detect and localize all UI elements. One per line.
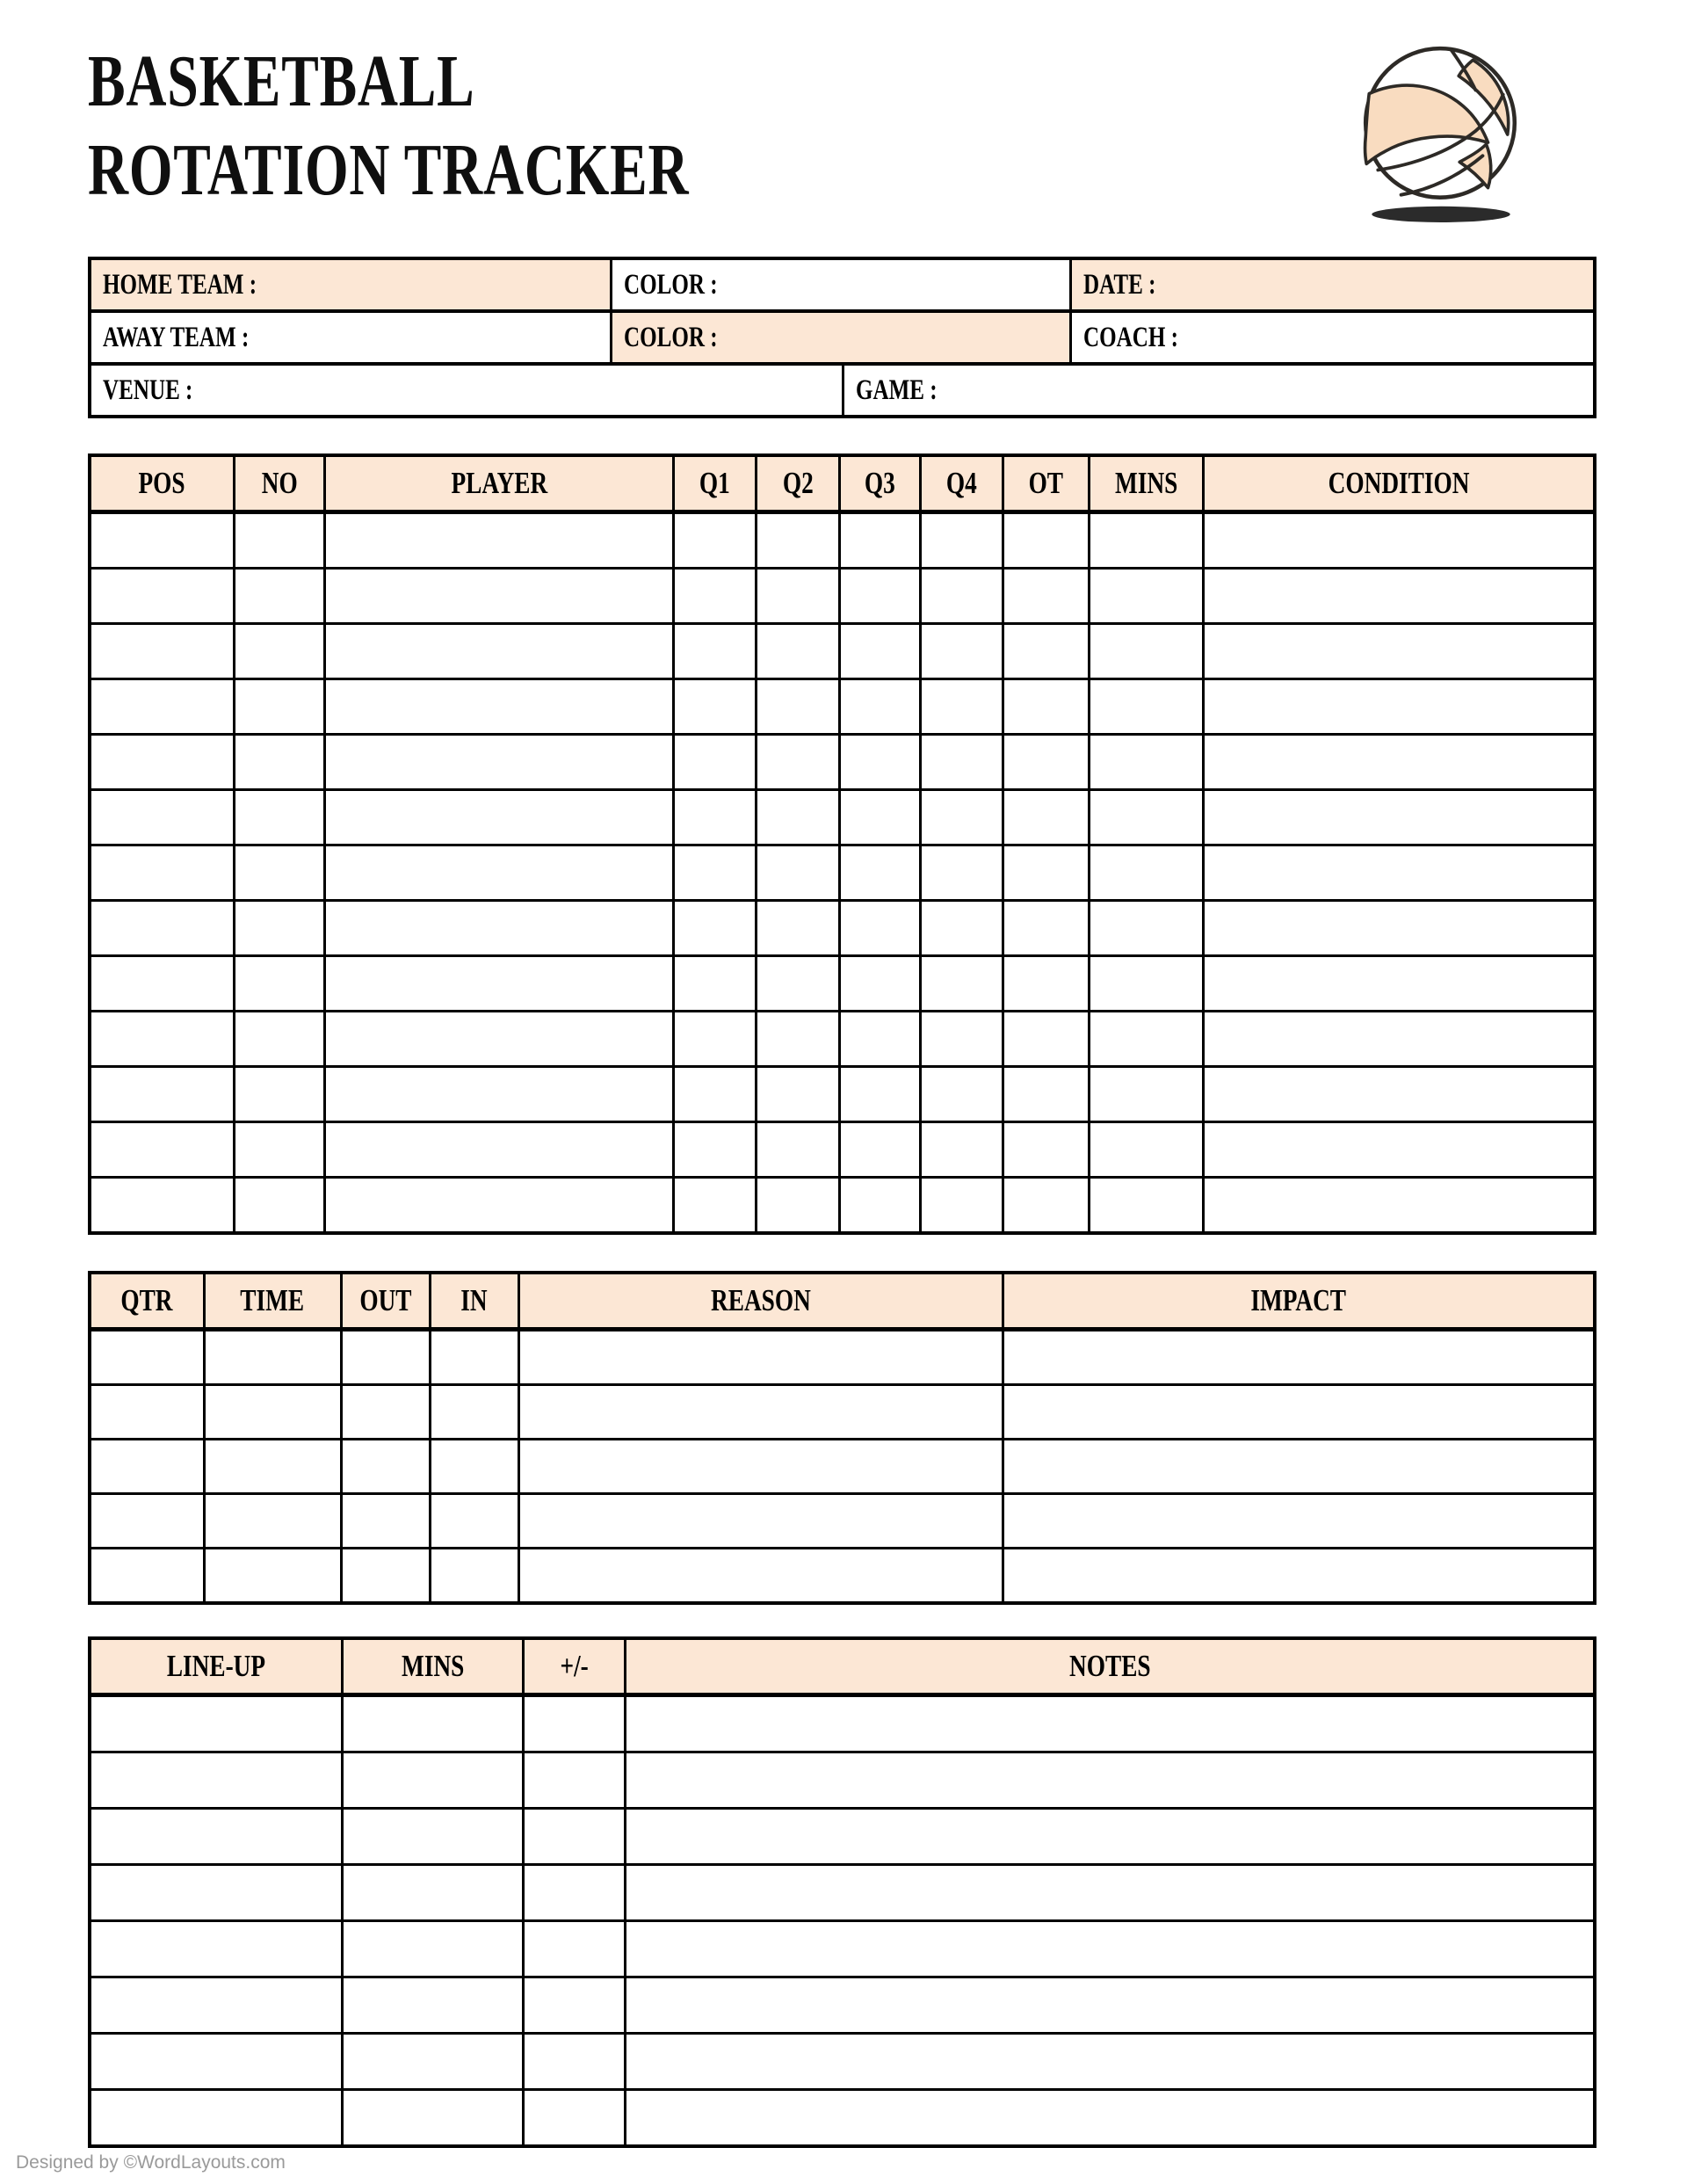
col-header-out: OUT bbox=[341, 1273, 430, 1330]
substitution-header-row bbox=[90, 1273, 1595, 1330]
game-label: GAME : bbox=[856, 374, 938, 406]
empty-cell bbox=[921, 679, 1003, 735]
empty-cell bbox=[757, 512, 839, 569]
empty-cell bbox=[626, 1695, 1595, 1752]
empty-row bbox=[90, 569, 1595, 624]
empty-cell bbox=[324, 735, 673, 790]
title-line-1 bbox=[88, 37, 879, 126]
empty-row bbox=[90, 679, 1595, 735]
info-row-2 bbox=[91, 313, 1593, 366]
empty-cell bbox=[1003, 1494, 1595, 1549]
empty-cell bbox=[1089, 956, 1203, 1012]
away-team-field bbox=[91, 313, 612, 362]
empty-cell bbox=[1204, 679, 1595, 735]
empty-cell bbox=[757, 735, 839, 790]
empty-cell bbox=[343, 2090, 524, 2147]
empty-cell bbox=[343, 1809, 524, 1865]
empty-cell bbox=[90, 569, 234, 624]
page-title bbox=[88, 37, 879, 214]
venue-label: VENUE : bbox=[103, 374, 193, 406]
empty-cell bbox=[90, 1549, 204, 1604]
empty-cell bbox=[234, 1122, 324, 1178]
empty-cell bbox=[523, 1977, 625, 2034]
empty-cell bbox=[90, 901, 234, 956]
empty-row bbox=[90, 1921, 1595, 1977]
empty-cell bbox=[1089, 901, 1203, 956]
empty-cell bbox=[839, 1067, 921, 1122]
empty-row bbox=[90, 1012, 1595, 1067]
col-header-player: PLAYER bbox=[324, 455, 673, 512]
empty-cell bbox=[921, 1122, 1003, 1178]
empty-cell bbox=[1089, 679, 1203, 735]
empty-cell bbox=[234, 790, 324, 845]
empty-row bbox=[90, 2034, 1595, 2090]
empty-cell bbox=[1003, 1549, 1595, 1604]
empty-cell bbox=[921, 790, 1003, 845]
empty-cell bbox=[757, 845, 839, 901]
empty-cell bbox=[839, 1178, 921, 1234]
empty-cell bbox=[341, 1549, 430, 1604]
empty-cell bbox=[674, 512, 757, 569]
empty-cell bbox=[674, 1122, 757, 1178]
empty-cell bbox=[839, 569, 921, 624]
empty-cell bbox=[757, 901, 839, 956]
empty-cell bbox=[1204, 569, 1595, 624]
empty-cell bbox=[518, 1549, 1003, 1604]
empty-cell bbox=[839, 790, 921, 845]
empty-cell bbox=[341, 1494, 430, 1549]
empty-cell bbox=[523, 1865, 625, 1921]
empty-cell bbox=[674, 901, 757, 956]
home-team-label: HOME TEAM : bbox=[103, 268, 257, 301]
empty-cell bbox=[90, 1122, 234, 1178]
empty-row bbox=[90, 1695, 1595, 1752]
empty-cell bbox=[839, 624, 921, 679]
empty-cell bbox=[90, 1012, 234, 1067]
empty-cell bbox=[1204, 1012, 1595, 1067]
empty-cell bbox=[674, 956, 757, 1012]
empty-cell bbox=[90, 1494, 204, 1549]
empty-row bbox=[90, 1977, 1595, 2034]
empty-cell bbox=[341, 1440, 430, 1494]
empty-row bbox=[90, 956, 1595, 1012]
col-header-lineup-mins: MINS bbox=[343, 1638, 524, 1695]
coach-label: COACH : bbox=[1082, 321, 1178, 353]
empty-cell bbox=[921, 956, 1003, 1012]
empty-cell bbox=[921, 624, 1003, 679]
empty-cell bbox=[518, 1440, 1003, 1494]
empty-row bbox=[90, 2090, 1595, 2147]
empty-cell bbox=[234, 735, 324, 790]
empty-cell bbox=[1089, 845, 1203, 901]
empty-cell bbox=[234, 569, 324, 624]
game-field bbox=[844, 366, 1593, 415]
empty-row bbox=[90, 1865, 1595, 1921]
empty-cell bbox=[234, 679, 324, 735]
empty-cell bbox=[90, 845, 234, 901]
empty-cell bbox=[757, 1067, 839, 1122]
away-color-label: COLOR : bbox=[624, 321, 718, 353]
empty-row bbox=[90, 512, 1595, 569]
empty-cell bbox=[518, 1494, 1003, 1549]
empty-cell bbox=[1204, 901, 1595, 956]
empty-cell bbox=[674, 845, 757, 901]
empty-cell bbox=[1089, 1122, 1203, 1178]
empty-cell bbox=[90, 512, 234, 569]
empty-cell bbox=[757, 624, 839, 679]
empty-cell bbox=[90, 1921, 343, 1977]
empty-cell bbox=[204, 1385, 341, 1440]
empty-cell bbox=[674, 1178, 757, 1234]
empty-cell bbox=[1003, 845, 1090, 901]
away-team-label: AWAY TEAM : bbox=[103, 321, 250, 353]
empty-cell bbox=[674, 735, 757, 790]
empty-cell bbox=[430, 1385, 518, 1440]
col-header-condition: CONDITION bbox=[1204, 455, 1595, 512]
empty-cell bbox=[1003, 1440, 1595, 1494]
empty-cell bbox=[343, 1977, 524, 2034]
empty-cell bbox=[1003, 735, 1090, 790]
empty-cell bbox=[523, 2034, 625, 2090]
empty-cell bbox=[1089, 1067, 1203, 1122]
empty-cell bbox=[234, 1178, 324, 1234]
empty-cell bbox=[1204, 845, 1595, 901]
coach-field bbox=[1072, 313, 1593, 362]
empty-cell bbox=[234, 1067, 324, 1122]
empty-row bbox=[90, 1178, 1595, 1234]
empty-cell bbox=[324, 901, 673, 956]
col-header-impact: IMPACT bbox=[1003, 1273, 1595, 1330]
empty-row bbox=[90, 1330, 1595, 1385]
empty-cell bbox=[1204, 735, 1595, 790]
empty-cell bbox=[324, 1067, 673, 1122]
empty-cell bbox=[343, 1921, 524, 1977]
empty-cell bbox=[90, 1330, 204, 1385]
empty-cell bbox=[921, 512, 1003, 569]
empty-row bbox=[90, 624, 1595, 679]
empty-cell bbox=[1204, 1067, 1595, 1122]
empty-cell bbox=[1204, 956, 1595, 1012]
empty-cell bbox=[1003, 956, 1090, 1012]
empty-cell bbox=[324, 956, 673, 1012]
lineup-table-header bbox=[90, 1638, 1595, 1695]
empty-cell bbox=[430, 1440, 518, 1494]
empty-cell bbox=[626, 1752, 1595, 1809]
empty-cell bbox=[921, 569, 1003, 624]
empty-cell bbox=[1003, 679, 1090, 735]
empty-cell bbox=[324, 1012, 673, 1067]
empty-cell bbox=[1003, 624, 1090, 679]
empty-cell bbox=[523, 1752, 625, 1809]
empty-cell bbox=[324, 1178, 673, 1234]
title-text-1: BASKETBALL bbox=[88, 40, 475, 122]
empty-cell bbox=[674, 569, 757, 624]
empty-cell bbox=[839, 1122, 921, 1178]
empty-cell bbox=[90, 1695, 343, 1752]
empty-cell bbox=[518, 1330, 1003, 1385]
empty-row bbox=[90, 1494, 1595, 1549]
empty-cell bbox=[90, 1865, 343, 1921]
empty-cell bbox=[674, 790, 757, 845]
empty-cell bbox=[523, 2090, 625, 2147]
empty-cell bbox=[1089, 512, 1203, 569]
empty-cell bbox=[90, 1752, 343, 1809]
empty-cell bbox=[1204, 1178, 1595, 1234]
empty-cell bbox=[430, 1494, 518, 1549]
empty-row bbox=[90, 1067, 1595, 1122]
empty-cell bbox=[626, 1921, 1595, 1977]
empty-cell bbox=[204, 1440, 341, 1494]
empty-row bbox=[90, 1122, 1595, 1178]
col-header-plusminus: +/- bbox=[523, 1638, 625, 1695]
empty-cell bbox=[430, 1549, 518, 1604]
empty-cell bbox=[518, 1385, 1003, 1440]
lineup-header-row bbox=[90, 1638, 1595, 1695]
empty-cell bbox=[1003, 1067, 1090, 1122]
empty-cell bbox=[1003, 569, 1090, 624]
empty-cell bbox=[324, 569, 673, 624]
empty-row bbox=[90, 1385, 1595, 1440]
empty-cell bbox=[626, 1809, 1595, 1865]
empty-cell bbox=[343, 1752, 524, 1809]
col-header-q2: Q2 bbox=[757, 455, 839, 512]
info-row-3 bbox=[91, 366, 1593, 415]
empty-cell bbox=[90, 1977, 343, 2034]
empty-cell bbox=[343, 2034, 524, 2090]
venue-field bbox=[91, 366, 844, 415]
rotation-table-header bbox=[90, 455, 1595, 512]
empty-cell bbox=[757, 790, 839, 845]
empty-cell bbox=[430, 1330, 518, 1385]
empty-cell bbox=[90, 1809, 343, 1865]
empty-cell bbox=[324, 1122, 673, 1178]
empty-cell bbox=[523, 1921, 625, 1977]
date-field bbox=[1072, 260, 1593, 309]
col-header-ot: OT bbox=[1003, 455, 1090, 512]
empty-cell bbox=[757, 569, 839, 624]
col-header-mins: MINS bbox=[1089, 455, 1203, 512]
col-header-no: NO bbox=[234, 455, 324, 512]
empty-cell bbox=[324, 790, 673, 845]
date-label: DATE : bbox=[1082, 268, 1156, 301]
empty-cell bbox=[626, 1977, 1595, 2034]
empty-cell bbox=[1003, 1012, 1090, 1067]
empty-cell bbox=[234, 956, 324, 1012]
empty-cell bbox=[1003, 1122, 1090, 1178]
col-header-q4: Q4 bbox=[921, 455, 1003, 512]
empty-cell bbox=[234, 845, 324, 901]
empty-cell bbox=[90, 735, 234, 790]
empty-cell bbox=[204, 1330, 341, 1385]
lineup-table-body bbox=[90, 1695, 1595, 2147]
empty-cell bbox=[90, 624, 234, 679]
empty-cell bbox=[757, 956, 839, 1012]
empty-cell bbox=[1204, 1122, 1595, 1178]
empty-cell bbox=[324, 624, 673, 679]
empty-row bbox=[90, 1752, 1595, 1809]
empty-cell bbox=[757, 679, 839, 735]
empty-cell bbox=[1089, 569, 1203, 624]
substitution-table bbox=[88, 1271, 1596, 1605]
empty-cell bbox=[341, 1385, 430, 1440]
empty-cell bbox=[523, 1809, 625, 1865]
empty-cell bbox=[1089, 735, 1203, 790]
empty-cell bbox=[921, 735, 1003, 790]
empty-cell bbox=[1003, 1330, 1595, 1385]
info-row-1 bbox=[91, 260, 1593, 313]
empty-cell bbox=[90, 2034, 343, 2090]
empty-cell bbox=[839, 1012, 921, 1067]
empty-cell bbox=[674, 624, 757, 679]
col-header-q1: Q1 bbox=[674, 455, 757, 512]
empty-cell bbox=[1089, 1178, 1203, 1234]
empty-cell bbox=[921, 1067, 1003, 1122]
col-header-reason: REASON bbox=[518, 1273, 1003, 1330]
empty-cell bbox=[1204, 512, 1595, 569]
empty-row bbox=[90, 735, 1595, 790]
empty-cell bbox=[1003, 1178, 1090, 1234]
empty-cell bbox=[839, 735, 921, 790]
empty-cell bbox=[757, 1122, 839, 1178]
empty-cell bbox=[839, 901, 921, 956]
empty-cell bbox=[839, 956, 921, 1012]
empty-row bbox=[90, 1549, 1595, 1604]
empty-cell bbox=[921, 1012, 1003, 1067]
empty-cell bbox=[234, 624, 324, 679]
empty-row bbox=[90, 1809, 1595, 1865]
empty-cell bbox=[1089, 624, 1203, 679]
col-header-lineup: LINE-UP bbox=[90, 1638, 343, 1695]
empty-cell bbox=[626, 1865, 1595, 1921]
empty-cell bbox=[90, 1385, 204, 1440]
empty-cell bbox=[1003, 790, 1090, 845]
rotation-header-row bbox=[90, 455, 1595, 512]
empty-cell bbox=[674, 1067, 757, 1122]
empty-cell bbox=[1003, 1385, 1595, 1440]
substitution-table-body bbox=[90, 1330, 1595, 1604]
empty-cell bbox=[757, 1178, 839, 1234]
rotation-table-body bbox=[90, 512, 1595, 1234]
empty-cell bbox=[204, 1549, 341, 1604]
lineup-table bbox=[88, 1636, 1596, 2148]
empty-cell bbox=[90, 1440, 204, 1494]
empty-cell bbox=[324, 679, 673, 735]
empty-cell bbox=[1089, 790, 1203, 845]
title-text-2: ROTATION TRACKER bbox=[88, 129, 690, 211]
empty-cell bbox=[234, 901, 324, 956]
away-color-field bbox=[612, 313, 1072, 362]
empty-cell bbox=[757, 1012, 839, 1067]
empty-cell bbox=[90, 790, 234, 845]
empty-row bbox=[90, 901, 1595, 956]
col-header-pos: POS bbox=[90, 455, 234, 512]
empty-cell bbox=[341, 1330, 430, 1385]
basketball-icon bbox=[1350, 39, 1531, 225]
empty-cell bbox=[626, 2034, 1595, 2090]
empty-cell bbox=[523, 1695, 625, 1752]
empty-cell bbox=[839, 845, 921, 901]
empty-cell bbox=[90, 956, 234, 1012]
col-header-notes: NOTES bbox=[626, 1638, 1595, 1695]
game-info-table bbox=[88, 257, 1596, 418]
substitution-table-header bbox=[90, 1273, 1595, 1330]
empty-cell bbox=[1204, 790, 1595, 845]
home-color-label: COLOR : bbox=[624, 268, 718, 301]
empty-cell bbox=[1003, 901, 1090, 956]
empty-cell bbox=[1003, 512, 1090, 569]
empty-cell bbox=[234, 512, 324, 569]
empty-row bbox=[90, 1440, 1595, 1494]
footer-credit: Designed by ©WordLayouts.com bbox=[16, 2152, 286, 2173]
empty-cell bbox=[1089, 1012, 1203, 1067]
empty-cell bbox=[1204, 624, 1595, 679]
empty-cell bbox=[921, 901, 1003, 956]
empty-row bbox=[90, 845, 1595, 901]
col-header-q3: Q3 bbox=[839, 455, 921, 512]
empty-cell bbox=[839, 512, 921, 569]
empty-cell bbox=[204, 1494, 341, 1549]
home-team-field bbox=[91, 260, 612, 309]
empty-cell bbox=[674, 679, 757, 735]
rotation-table bbox=[88, 453, 1596, 1235]
empty-cell bbox=[234, 1012, 324, 1067]
col-header-time: TIME bbox=[204, 1273, 341, 1330]
empty-cell bbox=[921, 845, 1003, 901]
empty-cell bbox=[674, 1012, 757, 1067]
empty-cell bbox=[343, 1695, 524, 1752]
empty-cell bbox=[90, 1067, 234, 1122]
empty-cell bbox=[839, 679, 921, 735]
col-header-qtr: QTR bbox=[90, 1273, 204, 1330]
title-line-2 bbox=[88, 126, 879, 214]
empty-cell bbox=[921, 1178, 1003, 1234]
empty-cell bbox=[324, 845, 673, 901]
home-color-field bbox=[612, 260, 1072, 309]
empty-cell bbox=[90, 1178, 234, 1234]
empty-cell bbox=[90, 679, 234, 735]
empty-cell bbox=[324, 512, 673, 569]
empty-row bbox=[90, 790, 1595, 845]
col-header-in: IN bbox=[430, 1273, 518, 1330]
empty-cell bbox=[626, 2090, 1595, 2147]
empty-cell bbox=[90, 2090, 343, 2147]
empty-cell bbox=[343, 1865, 524, 1921]
